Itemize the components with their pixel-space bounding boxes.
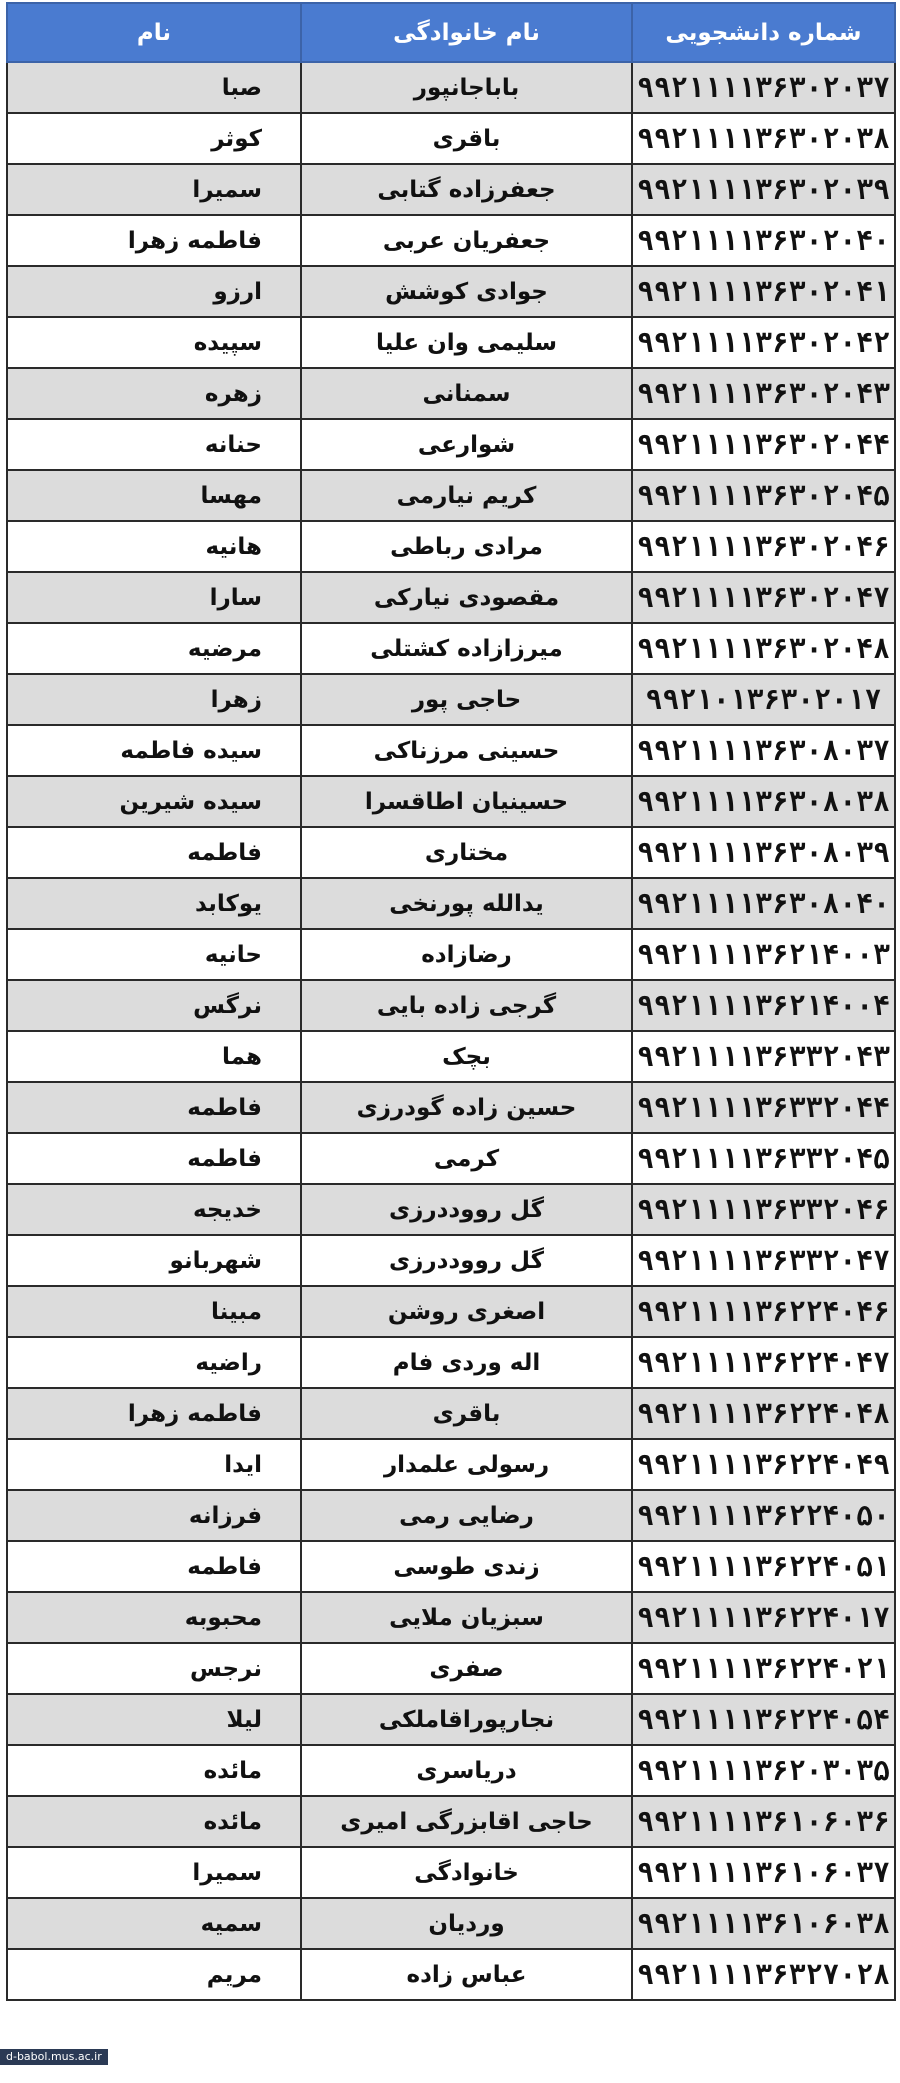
last-name-cell: سمنانی xyxy=(301,368,632,419)
last-name-cell: جعفرزاده گتابی xyxy=(301,164,632,215)
student-id-cell: ۹۹۲۱۱۱۱۳۶۲۲۴۰۴۶ xyxy=(632,1286,895,1337)
student-id-cell: ۹۹۲۱۱۱۱۳۶۳۰۲۰۴۶ xyxy=(632,521,895,572)
first-name: یوکابد xyxy=(195,890,262,917)
student-id-cell: ۹۹۲۱۱۱۱۳۶۲۲۴۰۴۹ xyxy=(632,1439,895,1490)
last-name-cell: حاجی اقابزرگی امیری xyxy=(301,1796,632,1847)
table-row xyxy=(7,368,895,419)
student-id-cell: ۹۹۲۱۱۱۱۳۶۳۰۸۰۳۹ xyxy=(632,827,895,878)
table-row xyxy=(7,1439,895,1490)
last-name-cell: سبزیان ملایی xyxy=(301,1592,632,1643)
table-row xyxy=(7,725,895,776)
first-name-cell xyxy=(7,368,301,419)
first-name: هانیه xyxy=(205,533,262,560)
first-name: کوثر xyxy=(211,125,262,152)
first-name: صبا xyxy=(221,74,262,101)
table-row xyxy=(7,1184,895,1235)
student-id-cell: ۹۹۲۱۱۱۱۳۶۳۰۸۰۳۸ xyxy=(632,776,895,827)
student-id-cell: ۹۹۲۱۱۱۱۳۶۳۰۲۰۴۱ xyxy=(632,266,895,317)
last-name-cell: عباس زاده xyxy=(301,1949,632,2000)
student-id-cell: ۹۹۲۱۱۱۱۳۶۳۳۲۰۴۶ xyxy=(632,1184,895,1235)
first-name-cell xyxy=(7,980,301,1031)
table-row xyxy=(7,776,895,827)
table-row xyxy=(7,1031,895,1082)
last-name-cell: جوادی کوشش xyxy=(301,266,632,317)
last-name-cell: کریم نیارمی xyxy=(301,470,632,521)
first-name-cell xyxy=(7,1898,301,1949)
student-id-cell: ۹۹۲۱۱۱۱۳۶۳۳۲۰۴۳ xyxy=(632,1031,895,1082)
first-name-cell xyxy=(7,1388,301,1439)
last-name-cell: شوارعی xyxy=(301,419,632,470)
last-name-cell: حسین زاده گودرزی xyxy=(301,1082,632,1133)
first-name-cell xyxy=(7,827,301,878)
first-name: شهربانو xyxy=(169,1247,262,1274)
table-header-row xyxy=(7,3,895,62)
last-name-cell: زندی طوسی xyxy=(301,1541,632,1592)
table-row xyxy=(7,164,895,215)
student-id-cell: ۹۹۲۱۱۱۱۳۶۲۲۴۰۵۰ xyxy=(632,1490,895,1541)
table-row xyxy=(7,1592,895,1643)
first-name: ارزو xyxy=(213,278,262,305)
first-name: سارا xyxy=(209,584,262,611)
first-name: فاطمه xyxy=(187,1094,262,1121)
last-name-cell: سلیمی وان علیا xyxy=(301,317,632,368)
table-row xyxy=(7,419,895,470)
first-name-cell xyxy=(7,1592,301,1643)
first-name: هما xyxy=(221,1043,262,1070)
table-row xyxy=(7,1643,895,1694)
student-id-cell: ۹۹۲۱۱۱۱۳۶۳۰۲۰۴۲ xyxy=(632,317,895,368)
first-name-cell xyxy=(7,521,301,572)
first-name: فاطمه زهرا xyxy=(127,227,262,254)
first-name: مائده xyxy=(203,1808,262,1835)
header-first-name: نام xyxy=(7,3,301,62)
first-name-cell xyxy=(7,1796,301,1847)
table-row xyxy=(7,1286,895,1337)
student-id-cell: ۹۹۲۱۱۱۱۳۶۳۰۲۰۴۴ xyxy=(632,419,895,470)
table-row xyxy=(7,1694,895,1745)
first-name-cell xyxy=(7,878,301,929)
first-name-cell xyxy=(7,1949,301,2000)
last-name-cell: مرادی رباطی xyxy=(301,521,632,572)
first-name: حنانه xyxy=(204,431,262,458)
first-name-cell xyxy=(7,623,301,674)
student-id-cell: ۹۹۲۱۱۱۱۳۶۳۳۲۰۴۵ xyxy=(632,1133,895,1184)
student-id-cell: ۹۹۲۱۱۱۱۳۶۲۲۴۰۵۴ xyxy=(632,1694,895,1745)
table-row xyxy=(7,215,895,266)
first-name: سمیرا xyxy=(192,176,262,203)
first-name-cell xyxy=(7,1082,301,1133)
student-id-cell: ۹۹۲۱۱۱۱۳۶۳۳۲۰۴۷ xyxy=(632,1235,895,1286)
first-name-cell xyxy=(7,266,301,317)
first-name-cell xyxy=(7,1694,301,1745)
first-name: فرزانه xyxy=(188,1502,262,1529)
student-id-cell: ۹۹۲۱۱۱۱۳۶۲۲۴۰۲۱ xyxy=(632,1643,895,1694)
first-name: سپیده xyxy=(193,329,262,356)
last-name-cell: خانوادگی xyxy=(301,1847,632,1898)
first-name-cell xyxy=(7,419,301,470)
student-id-cell: ۹۹۲۱۱۱۱۳۶۳۰۲۰۴۷ xyxy=(632,572,895,623)
table-row xyxy=(7,1490,895,1541)
first-name: فاطمه xyxy=(187,1553,262,1580)
last-name-cell: صفری xyxy=(301,1643,632,1694)
table-row xyxy=(7,470,895,521)
table-row xyxy=(7,1796,895,1847)
first-name-cell xyxy=(7,1184,301,1235)
first-name: سیده شیرین xyxy=(119,788,262,815)
last-name-cell: یدالله پورنخی xyxy=(301,878,632,929)
last-name-cell: اله وردی فام xyxy=(301,1337,632,1388)
first-name: مرضیه xyxy=(187,635,262,662)
first-name-cell xyxy=(7,1235,301,1286)
first-name-cell xyxy=(7,1337,301,1388)
first-name-cell xyxy=(7,725,301,776)
last-name-cell: گل رووددرزی xyxy=(301,1184,632,1235)
first-name: فاطمه زهرا xyxy=(127,1400,262,1427)
last-name-cell: باباجانپور xyxy=(301,62,632,113)
table-row xyxy=(7,1745,895,1796)
table-row xyxy=(7,1541,895,1592)
first-name: سمیرا xyxy=(192,1859,262,1886)
last-name-cell: رضازاده xyxy=(301,929,632,980)
first-name: فاطمه xyxy=(187,839,262,866)
student-id-cell: ۹۹۲۱۱۱۱۳۶۳۰۲۰۴۳ xyxy=(632,368,895,419)
first-name-cell xyxy=(7,62,301,113)
last-name-cell: کرمی xyxy=(301,1133,632,1184)
first-name-cell xyxy=(7,674,301,725)
table-row xyxy=(7,1898,895,1949)
table-row xyxy=(7,62,895,113)
last-name-cell: وردیان xyxy=(301,1898,632,1949)
first-name: حانیه xyxy=(204,941,262,968)
last-name-cell: باقری xyxy=(301,1388,632,1439)
first-name-cell xyxy=(7,1133,301,1184)
first-name: خدیجه xyxy=(192,1196,262,1223)
table-row xyxy=(7,878,895,929)
last-name-cell: حاجی پور xyxy=(301,674,632,725)
table-row xyxy=(7,827,895,878)
student-id-cell: ۹۹۲۱۱۱۱۳۶۲۰۳۰۳۵ xyxy=(632,1745,895,1796)
table-row xyxy=(7,1388,895,1439)
first-name-cell xyxy=(7,1439,301,1490)
first-name-cell xyxy=(7,929,301,980)
first-name-cell xyxy=(7,1541,301,1592)
first-name: سیده فاطمه xyxy=(120,737,262,764)
first-name-cell xyxy=(7,776,301,827)
student-id-cell: ۹۹۲۱۱۱۱۳۶۳۰۲۰۳۹ xyxy=(632,164,895,215)
student-id-cell: ۹۹۲۱۱۱۱۳۶۳۰۲۰۴۵ xyxy=(632,470,895,521)
student-id-cell: ۹۹۲۱۱۱۱۳۶۲۲۴۰۱۷ xyxy=(632,1592,895,1643)
last-name-cell: اصغری روشن xyxy=(301,1286,632,1337)
last-name-cell: حسینی مرزناکی xyxy=(301,725,632,776)
student-id-cell: ۹۹۲۱۱۱۱۳۶۲۲۴۰۵۱ xyxy=(632,1541,895,1592)
first-name: ایدا xyxy=(224,1451,262,1478)
first-name-cell xyxy=(7,215,301,266)
student-id-cell: ۹۹۲۱۱۱۱۳۶۲۱۴۰۰۳ xyxy=(632,929,895,980)
site-watermark: d-babol.mus.ac.ir xyxy=(0,2049,108,2065)
student-id-cell: ۹۹۲۱۱۱۱۳۶۳۰۲۰۳۸ xyxy=(632,113,895,164)
last-name-cell: باقری xyxy=(301,113,632,164)
student-id-cell: ۹۹۲۱۱۱۱۳۶۳۰۲۰۴۰ xyxy=(632,215,895,266)
first-name: مبینا xyxy=(210,1298,262,1325)
student-id-cell: ۹۹۲۱۱۱۱۳۶۱۰۶۰۳۷ xyxy=(632,1847,895,1898)
student-id-cell: ۹۹۲۱۱۱۱۳۶۳۰۲۰۳۷ xyxy=(632,62,895,113)
student-id-cell: ۹۹۲۱۱۱۱۳۶۳۰۲۰۴۸ xyxy=(632,623,895,674)
first-name-cell xyxy=(7,470,301,521)
table-row xyxy=(7,1133,895,1184)
student-id-cell: ۹۹۲۱۱۱۱۳۶۲۲۴۰۴۷ xyxy=(632,1337,895,1388)
student-id-cell: ۹۹۲۱۱۱۱۳۶۳۰۸۰۳۷ xyxy=(632,725,895,776)
first-name: لیلا xyxy=(226,1706,262,1733)
last-name-cell: رضایی رمی xyxy=(301,1490,632,1541)
first-name-cell xyxy=(7,572,301,623)
first-name-cell xyxy=(7,1286,301,1337)
first-name-cell xyxy=(7,1643,301,1694)
first-name: سمیه xyxy=(200,1910,262,1937)
student-id-cell: ۹۹۲۱۱۱۱۳۶۳۰۸۰۴۰ xyxy=(632,878,895,929)
first-name-cell xyxy=(7,1847,301,1898)
last-name-cell: مقصودی نیارکی xyxy=(301,572,632,623)
first-name-cell xyxy=(7,1745,301,1796)
last-name-cell: گل رووددرزی xyxy=(301,1235,632,1286)
first-name-cell xyxy=(7,1031,301,1082)
student-list-sheet xyxy=(6,2,896,2001)
first-name: نرجس xyxy=(189,1655,262,1682)
table-row xyxy=(7,317,895,368)
first-name: محبوبه xyxy=(184,1604,262,1631)
student-id-cell: ۹۹۲۱۱۱۱۳۶۳۲۷۰۲۸ xyxy=(632,1949,895,2000)
table-row xyxy=(7,1949,895,2000)
table-row xyxy=(7,1847,895,1898)
student-id-cell: ۹۹۲۱۱۱۱۳۶۲۱۴۰۰۴ xyxy=(632,980,895,1031)
first-name: مهسا xyxy=(200,482,262,509)
first-name: زهره xyxy=(204,380,262,407)
last-name-cell: نجارپوراقاملکی xyxy=(301,1694,632,1745)
last-name-cell: مختاری xyxy=(301,827,632,878)
first-name-cell xyxy=(7,113,301,164)
table-row xyxy=(7,266,895,317)
table-row xyxy=(7,929,895,980)
last-name-cell: دریاسری xyxy=(301,1745,632,1796)
header-student-id: شماره دانشجویی xyxy=(632,3,895,62)
first-name-cell xyxy=(7,164,301,215)
first-name: مائده xyxy=(203,1757,262,1784)
last-name-cell: بچک xyxy=(301,1031,632,1082)
table-row xyxy=(7,623,895,674)
student-id-cell: ۹۹۲۱۱۱۱۳۶۱۰۶۰۳۶ xyxy=(632,1796,895,1847)
last-name-cell: جعفریان عربی xyxy=(301,215,632,266)
student-id-cell: ۹۹۲۱۰۱۳۶۳۰۲۰۱۷ xyxy=(632,674,895,725)
table-row xyxy=(7,572,895,623)
table-row xyxy=(7,674,895,725)
student-id-cell: ۹۹۲۱۱۱۱۳۶۲۲۴۰۴۸ xyxy=(632,1388,895,1439)
first-name-cell xyxy=(7,1490,301,1541)
table-body xyxy=(7,62,895,2000)
header-last-name: نام خانوادگی xyxy=(301,3,632,62)
table-row xyxy=(7,113,895,164)
student-id-cell: ۹۹۲۱۱۱۱۳۶۳۳۲۰۴۴ xyxy=(632,1082,895,1133)
table-row xyxy=(7,980,895,1031)
student-id-cell: ۹۹۲۱۱۱۱۳۶۱۰۶۰۳۸ xyxy=(632,1898,895,1949)
first-name: نرگس xyxy=(193,992,262,1019)
table-row xyxy=(7,1235,895,1286)
last-name-cell: حسینیان اطاقسرا xyxy=(301,776,632,827)
first-name-cell xyxy=(7,317,301,368)
last-name-cell: میرزازاده کشتلی xyxy=(301,623,632,674)
last-name-cell: گرجی زاده بایی xyxy=(301,980,632,1031)
last-name-cell: رسولی علمدار xyxy=(301,1439,632,1490)
table-row xyxy=(7,521,895,572)
student-table xyxy=(6,2,896,2001)
first-name: فاطمه xyxy=(187,1145,262,1172)
first-name: مریم xyxy=(206,1961,262,1988)
first-name: راضیه xyxy=(195,1349,262,1376)
first-name: زهرا xyxy=(210,686,262,713)
table-row xyxy=(7,1337,895,1388)
table-row xyxy=(7,1082,895,1133)
